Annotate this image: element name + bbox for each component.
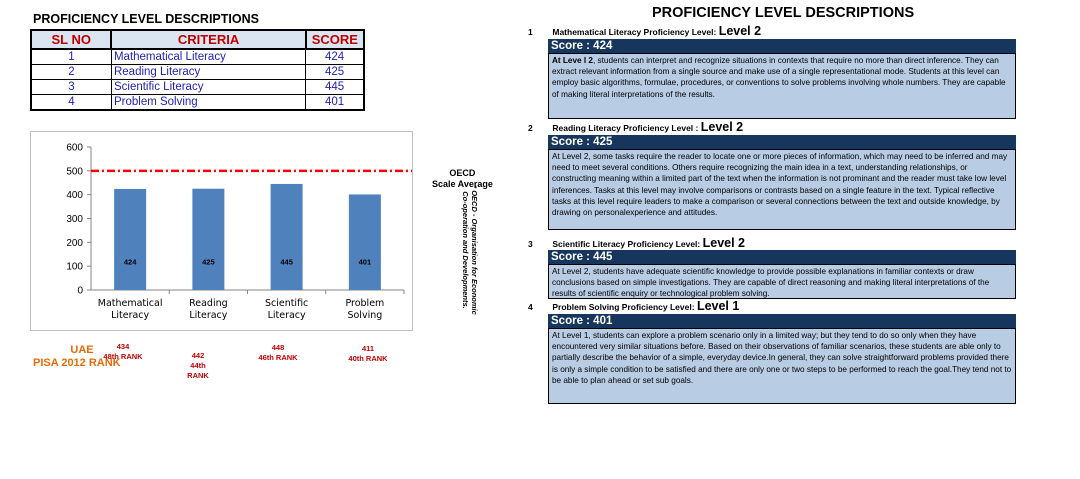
table-header-row <box>31 30 364 49</box>
pisa-title-line2: PISA 2012 RANK <box>33 357 121 369</box>
x-category-label: Scientific <box>264 298 309 309</box>
level-number: 4 <box>528 302 533 312</box>
bar <box>114 189 146 290</box>
description-text: At Level 2, some tasks require the reader to locate one or more pieces of information, which may need to be inferred and may need to meet several conditions. Others require recognizing the main idea in a text, understanding relationships, or constructing meaning within a limited part of the text when the information is not prominant and the reader must take low level inferences. Tasks at this level may involve comparisons or contrasts based on a single feature in the text. Typical reflective tasks at this level require leaders to make a comparison or several connections between the text and outside knowledge, by drawing on personalexperience and attitudes. <box>552 152 1008 218</box>
row-criteria: Mathematical Literacy <box>111 49 305 65</box>
rank-item <box>345 344 391 364</box>
level-heading-text: Scientific Literacy Proficiency Level: <box>552 239 701 249</box>
bar-data-label: 424 <box>123 257 137 267</box>
rank-item <box>180 351 216 381</box>
description-text: , students can interpret and recognize situations in contexts that require no more than direct inference. They can extract relevant information from a single source and make use of a single representational mode. Students at this level can employ basic algorithms, formulae, procedures, or conventions to solve problems involving whole numbers. They are capable of making literal interpretations of the results. <box>552 56 1006 99</box>
rank-score: 411 <box>361 344 375 353</box>
rank-score: 442 <box>191 351 205 360</box>
table-row <box>31 80 364 95</box>
level-number: 2 <box>528 123 533 133</box>
rank-score: 434 <box>116 342 130 351</box>
table-row <box>31 49 364 65</box>
x-category-label: Mathematical <box>97 298 163 309</box>
level-number: 3 <box>528 239 533 249</box>
oecd-footnote: * OECD - Organisation for Economic Co-operation and Developments. <box>461 185 479 315</box>
row-score: 425 <box>306 65 364 80</box>
description-text: At Level 1, students can explore a problem scenario only in a limited way; but they tend to do so only when they have encountered very similar situations before. Based on their observations of familiar scenarios, these students are able only to partially describe the behavior of a simple, everyday device.In general, they can solve straightforward problems provided there is only a simple condition to be satisfied and there are only one or two steps to be performed to reach the goal.They tend not to be able to plan ahead or set sub goals. <box>552 331 1012 385</box>
bar-chart <box>31 132 412 330</box>
bar-chart-frame <box>30 131 413 331</box>
score-bar-reading: Score : 425 <box>548 135 1016 149</box>
y-tick-label: 500 <box>66 166 83 178</box>
score-bar-science: Score : 445 <box>548 250 1016 264</box>
x-category-label: Literacy <box>111 310 150 321</box>
level-number: 1 <box>528 27 533 37</box>
bar <box>271 184 303 290</box>
x-category-label: Reading <box>189 298 228 309</box>
right-title: PROFICIENCY LEVEL DESCRIPTIONS <box>652 5 915 21</box>
y-tick-label: 300 <box>66 214 83 225</box>
rank-text: 40th RANK <box>348 354 388 363</box>
level-value: Level 2 <box>700 120 744 134</box>
bar-data-label: 401 <box>358 257 372 267</box>
bar-data-label: 445 <box>280 257 293 267</box>
table-row <box>31 65 364 80</box>
row-no: 4 <box>31 95 111 111</box>
y-tick-label: 200 <box>66 237 83 249</box>
rank-score: 448 <box>271 343 285 352</box>
y-tick-label: 100 <box>66 261 83 273</box>
description-math <box>548 53 1016 119</box>
description-problem <box>548 328 1016 404</box>
y-tick-label: 600 <box>66 142 83 154</box>
level-value: Level 2 <box>718 24 762 38</box>
row-no: 2 <box>31 65 111 80</box>
x-category-label: Literacy <box>267 310 306 321</box>
level-heading-text: Mathematical Literacy Proficiency Level: <box>552 27 717 37</box>
header-score: SCORE <box>306 30 364 49</box>
description-science <box>548 264 1016 299</box>
y-tick-label: 0 <box>77 285 83 297</box>
rank-item <box>100 342 146 362</box>
rank-item <box>255 343 301 363</box>
row-no: 3 <box>31 80 111 95</box>
level-value: Level 2 <box>702 236 746 250</box>
oecd-label-line2: Scale Average <box>432 179 493 189</box>
bar <box>349 194 381 290</box>
level-heading-text: Reading Literacy Proficiency Level : <box>552 123 699 133</box>
left-title: PROFICIENCY LEVEL DESCRIPTIONS <box>33 12 259 26</box>
pisa-title-line1: UAE <box>70 344 94 356</box>
score-table <box>30 29 365 111</box>
rank-text: 46th RANK <box>258 353 298 362</box>
rank-text: 44th RANK <box>187 361 209 380</box>
row-score: 424 <box>306 49 364 65</box>
row-no: 1 <box>31 49 111 65</box>
description-bold: At Leve l 2 <box>552 56 593 65</box>
level-heading-math <box>528 24 761 38</box>
x-category-label: Problem <box>345 298 385 309</box>
description-text: At Level 2, students have adequate scientific knowledge to provide possible explanations in familiar contexts or draw conclusions based on simple investigations. They are capable of direct reasoning and making literal interpretations of the results of scientific enquiry or technological problem solving. <box>552 267 990 299</box>
y-tick-label: 400 <box>66 190 83 202</box>
bar-data-label: 425 <box>202 257 215 267</box>
level-heading-reading <box>528 120 743 134</box>
level-heading-text: Problem Solving Proficiency Level: <box>552 302 695 312</box>
bar <box>192 189 224 290</box>
score-bar-problem: Score : 401 <box>548 314 1016 328</box>
row-criteria: Reading Literacy <box>111 65 305 80</box>
level-heading-problem <box>528 299 739 313</box>
score-bar-math: Score : 424 <box>548 39 1016 53</box>
row-criteria: Scientific Literacy <box>111 80 305 95</box>
row-score: 445 <box>306 80 364 95</box>
header-criteria: CRITERIA <box>111 30 305 49</box>
x-category-label: Literacy <box>189 310 228 321</box>
header-sl-no: SL NO <box>31 30 111 49</box>
description-reading <box>548 149 1016 230</box>
x-category-label: Solving <box>347 310 383 321</box>
level-value: Level 1 <box>696 299 740 313</box>
table-row <box>31 95 364 111</box>
row-criteria: Problem Solving <box>111 95 305 111</box>
oecd-label-line1: OECD <box>449 168 476 178</box>
rank-text: 48th RANK <box>103 352 143 361</box>
row-score: 401 <box>306 95 364 111</box>
level-heading-science <box>528 236 745 250</box>
